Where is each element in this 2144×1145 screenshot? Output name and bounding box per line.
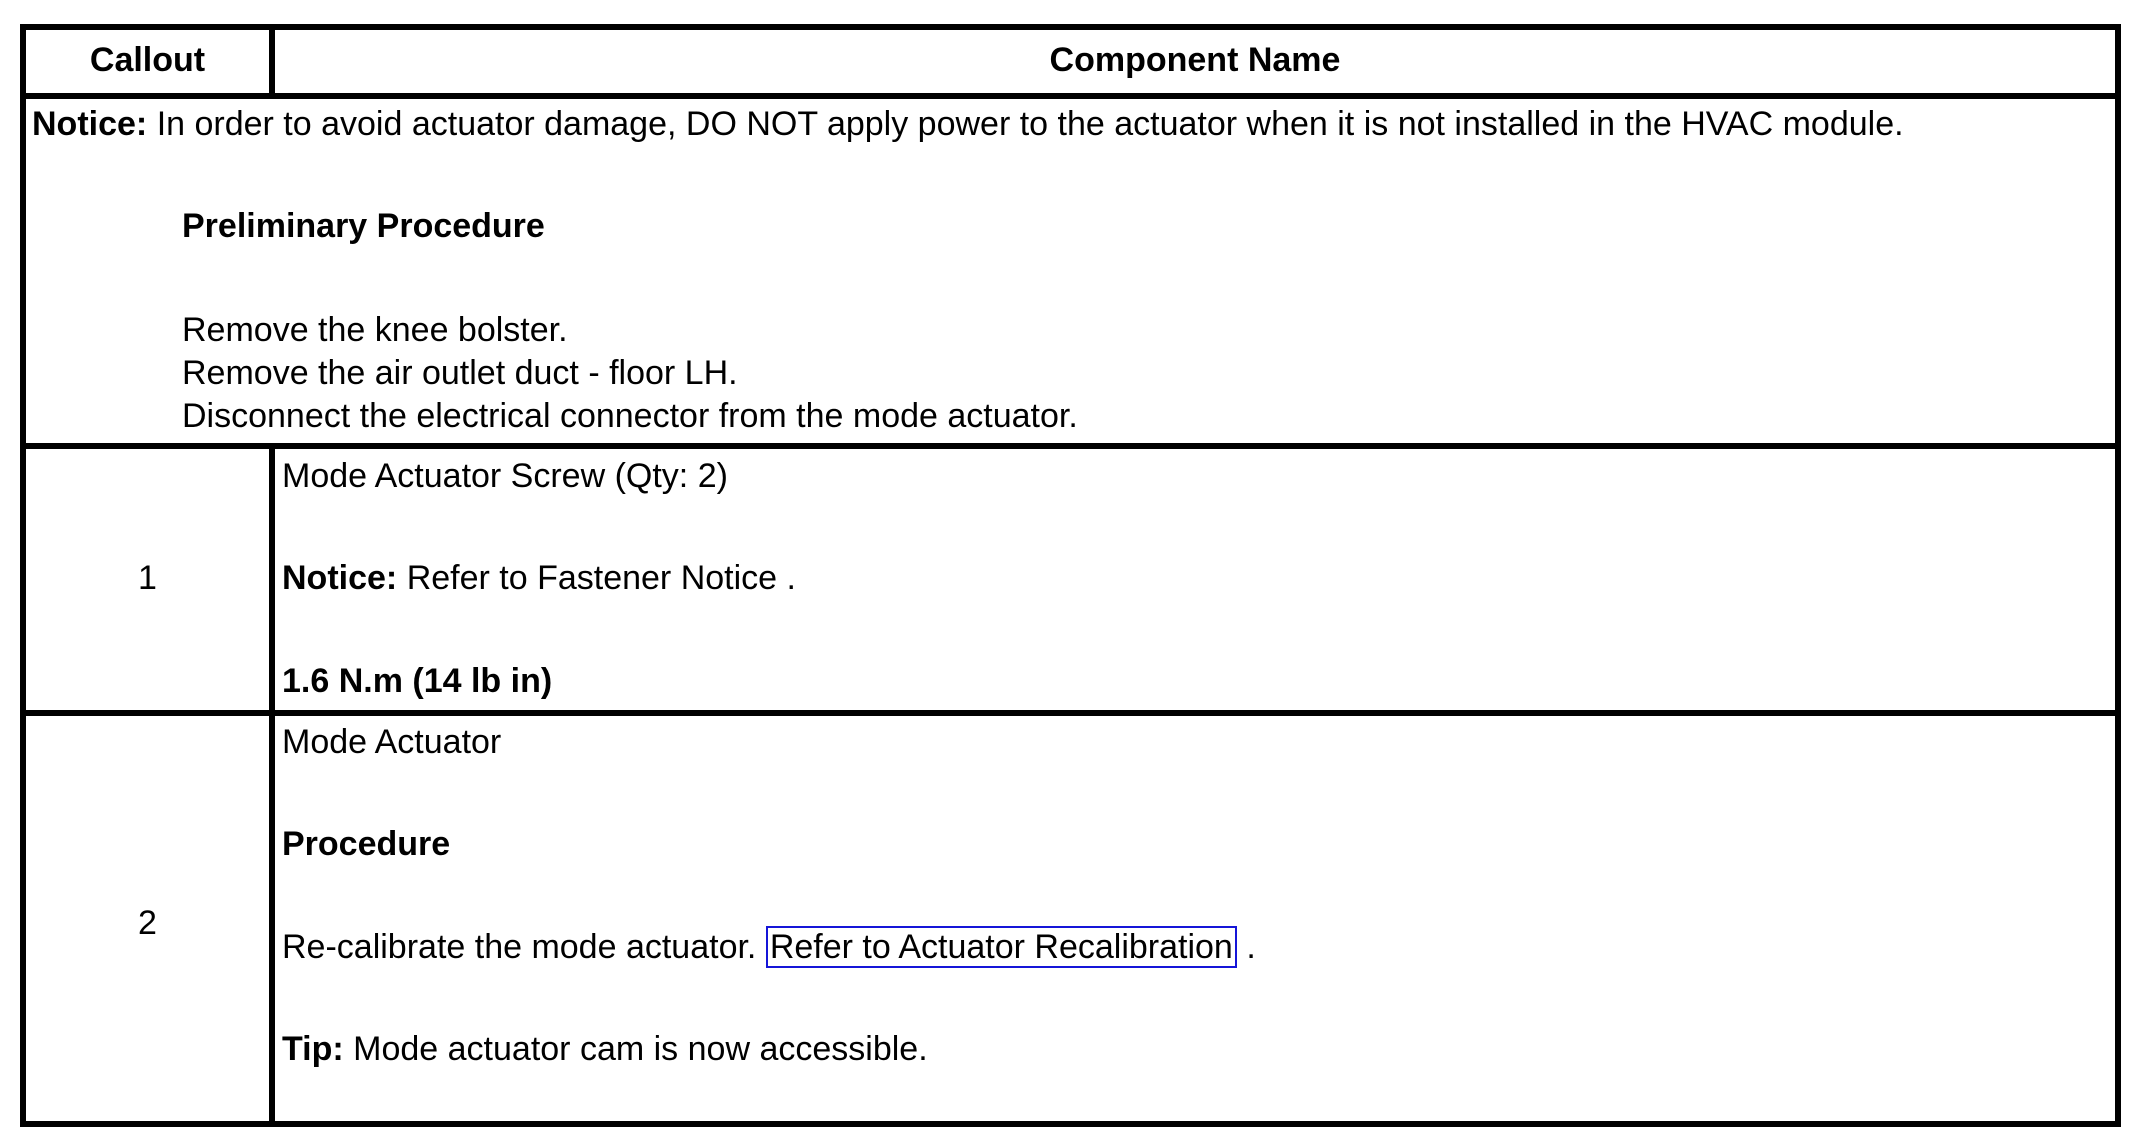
actuator-recalibration-link[interactable]: Refer to Actuator Recalibration <box>766 926 1237 968</box>
tip-label: Tip: <box>282 1030 344 1068</box>
header-component-name: Component Name <box>1049 41 1341 79</box>
preliminary-heading: Preliminary Procedure <box>182 207 545 245</box>
preliminary-step: Disconnect the electrical connector from the mode actuator. <box>182 397 1078 435</box>
step-text: Re-calibrate the mode actuator. <box>282 928 757 966</box>
component-name: Mode Actuator <box>282 723 502 761</box>
header-callout: Callout <box>89 41 206 79</box>
preliminary-row-border <box>26 443 2115 449</box>
row1-bottom-border <box>26 710 2115 716</box>
callout-number: 2 <box>138 904 157 942</box>
component-table <box>20 24 2121 1127</box>
row1-divider <box>269 443 275 1123</box>
notice-text: Refer to Fastener Notice . <box>406 559 796 597</box>
notice-label: Notice: <box>32 105 148 143</box>
header-row-border <box>26 93 2115 99</box>
tip-line <box>282 1029 928 1069</box>
component-name: Mode Actuator Screw (Qty: 2) <box>282 457 728 495</box>
fastener-notice <box>282 558 796 598</box>
tip-text: Mode actuator cam is now accessible. <box>353 1030 928 1068</box>
preliminary-notice <box>32 104 1904 144</box>
callout-number: 1 <box>138 559 157 597</box>
recalibration-step <box>282 927 1256 967</box>
procedure-heading: Procedure <box>282 825 451 863</box>
preliminary-step: Remove the air outlet duct - floor LH. <box>182 354 738 392</box>
step-suffix: . <box>1246 928 1256 966</box>
preliminary-step: Remove the knee bolster. <box>182 311 568 349</box>
notice-label: Notice: <box>282 559 398 597</box>
torque-spec: 1.6 N.m (14 lb in) <box>282 662 553 700</box>
notice-text: In order to avoid actuator damage, DO NOT apply power to the actuator when it is not installed in the HVAC module. <box>156 105 1904 143</box>
